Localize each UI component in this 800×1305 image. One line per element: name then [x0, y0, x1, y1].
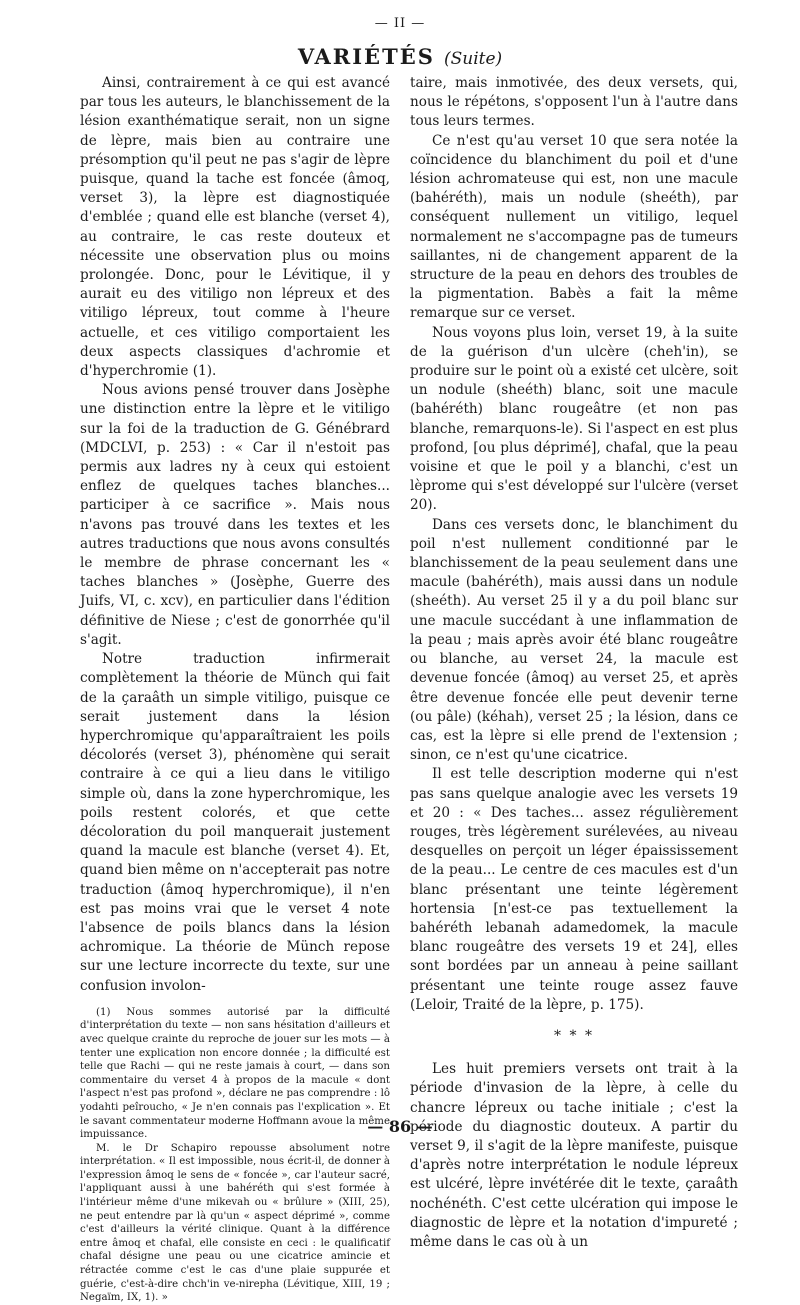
body-paragraph: Nous voyons plus loin, verset 19, à la suite de la guérison d'un ulcère (cheh'in), se produire sur le point où a existé cet ulcère, soit un nodule (sheéth) blanc, soit une macule (bahéréth) blanc rougeâtre (et non pas blanche, remarquons-le). Si l'aspect en est plus profond, [ou plus déprimé], chafal, que la peau voisine et que le poil y a blanchi, c'est un lèprome qui s'est développé sur l'ulcère (verset 20).: [410, 324, 738, 514]
footnotes: [80, 1006, 390, 1305]
body-paragraph: Nous avions pensé trouver dans Josèphe une distinction entre la lèpre et le vitiligo sur la foi de la traduction de G. Génébrard (MDCLVI, p. 253) : « Car il n'estoit pas permis aux ladres ny à ceux qui estoient enflez de quelques taches blanches... participer à ce sacrifice ». Mais nous n'avons pas trouvé dans les textes et les autres traductions que nous avons consultés le membre de phrase concernant les « taches blanches » (Josèphe, Guerre des Juifs, VI, c. xcv), en particulier dans l'édition définitive de Niese ; c'est de gonorrhée qu'il s'agit.: [80, 382, 390, 648]
body-paragraph: Ce n'est qu'au verset 10 que sera notée la coïncidence du blanchiment du poil et d'une lésion achromateuse qui est, non une macule (bahéréth), mais un nodule (sheéth), par conséquent nullement un vitiligo, lequel normalement ne s'accompagne pas de tumeurs saillantes, ni de changement apparent de la structure de la peau en dehors des troubles de la pigmentation. Babès a fait la même remarque sur ce verset.: [410, 132, 738, 322]
body-paragraph-continued: taire, mais inmotivée, des deux versets, qui, nous le répétons, s'opposent l'un à l'autre dans tous leurs termes.: [410, 75, 738, 130]
page-folio: — II —: [374, 16, 426, 31]
title-main: VARIÉTÉS: [297, 44, 435, 69]
body-paragraph: Ainsi, contrairement à ce qui est avancé par tous les auteurs, le blanchissement de la lésion exanthématique serait, non un signe de lèpre, mais bien au contraire une présomption qu'il peut ne pas s'agir de lèpre puisque, quand la tache est foncée (âmoq, verset 3), la lèpre est diagnostiquée d'emblée ; quand elle est blanche (verset 4), au contraire, le cas reste douteux et nécessite une observation plus ou moins prolongée. Donc, pour le Lévitique, il y aurait eu des vitiligo non lépreux et des vitiligo lépreux, tout comme à l'heure actuelle, et ces vitiligo comportaient les deux aspects classiques d'achromie et d'hyperchromie (1).: [80, 75, 390, 380]
body-paragraph: Les huit premiers versets ont trait à la période d'invasion de la lèpre, à celle du chancre lépreux ou tache initiale ; c'est la période du diagnostic douteux. A partir du verset 9, il s'agit de la lèpre manifeste, puisque d'après notre interprétation le nodule lépreux est ulcéré, lèpre invétérée dit le texte, çaraâth nochénéth. C'est cette ulcération qui impose le diagnostic de lèpre et la notation d'impureté ; même dans le cas où à un: [410, 1061, 738, 1250]
footnote: (1) Nous sommes autorisé par la difficulté d'interprétation du texte — non sans hésitation d'ailleurs et avec quelque crainte du reproche de jouer sur les mots — à tenter une explication non encore donnée ; la difficulté est telle que Rachi — qui ne reste jamais à court, — dans son commentaire du verset 4 à propos de la macule « dont l'aspect n'est pas profond », déclare ne pas comprendre : lô yodahti peîroucho, « Je n'en connais pas l'explication ». Et le savant commentateur moderne Hoffmann avoue la même impuissance.: [80, 1006, 390, 1141]
body-paragraph: Dans ces versets donc, le blanchiment du poil n'est nullement conditionné par le blanchissement de la peau seulement dans une macule (bahéréth), mais aussi dans un nodule (sheéth). Au verset 25 il y a du poil blanc sur une macule succédant à une inflammation de la peau ; mais après avoir été blanc rougeâtre ou blanche, au verset 24, la macule est devenue foncée (âmoq) au verset 25, et après être devenue foncée elle peut devenir terne (ou pâle) (kéhah), verset 25 ; la lésion, dans ce cas, est la lèpre si elle prend de l'extension ; sinon, ce n'est qu'une cicatrice.: [410, 516, 738, 764]
page-number: — 86 —: [367, 1117, 433, 1136]
body-paragraph: Il est telle description moderne qui n'est pas sans quelque analogie avec les versets 19 et 20 : « Des taches... assez régulièrement rouges, très légèrement surélevées, au niveau desquelles on perçoit un léger épaississement de la peau... Le centre de ces macules est d'un blanc présentant une teinte légèrement hortensia [n'est-ce pas textuellement la bahéréth lebanah adamedomek, la macule blanc rougeâtre des versets 19 et 24], elles sont bordées par un anneau à peine saillant présentant une teinte rouge assez fauve (Leloir, Traité de la lèpre, p. 175).: [410, 766, 738, 1013]
title-subtitle: (Suite): [443, 49, 503, 69]
right-column: [410, 74, 738, 1252]
footnote: M. le Dr Schapiro repousse absolument notre interprétation. « Il est impossible, nous écrit-il, de donner à l'expression âmoq le sens de « foncée », car l'auteur sacré, l'appliquant aussi à une bahéréth qui s'est formée à l'intérieur même d'une mikevah ou « brûlure » (XIII, 25), ne peut entendre par là qu'un « aspect déprimé », comme c'est d'ailleurs la vérité clinique. Quant à la différence entre âmoq et chafal, elle consiste en ceci : le qualificatif chafal désigne une peau ou une cicatrice amincie et rétractée comme c'est le cas d'une plaie suppurée et guérie, c'est-à-dire chch'in ve-nirepha (Lévitique, XIII, 19 ; Negaïm, IX, 1). »: [80, 1142, 390, 1304]
body-paragraph: Notre traduction infirmerait complètement la théorie de Münch qui fait de la çaraâth un simple vitiligo, puisque ce serait justement dans la lésion hyperchromique qu'apparaîtraient les poils décolorés (verset 3), phénomène qui serait contraire à ce qui a lieu dans le vitiligo simple où, dans la zone hyperchromique, les poils restent colorés, et que cette décoloration du poil manquerait justement quand la macule est blanche (verset 4). Et, quand bien même on n'accepterait pas notre traduction (âmoq hyperchromique), il n'en est pas moins vrai que le verset 4 note l'absence de poils blancs dans la lésion achromique. La théorie de Münch repose sur une lecture incorrecte du texte, sur une confusion involon-: [80, 651, 390, 994]
article-title: [0, 44, 800, 69]
section-break-asterism: * * *: [554, 1027, 594, 1044]
